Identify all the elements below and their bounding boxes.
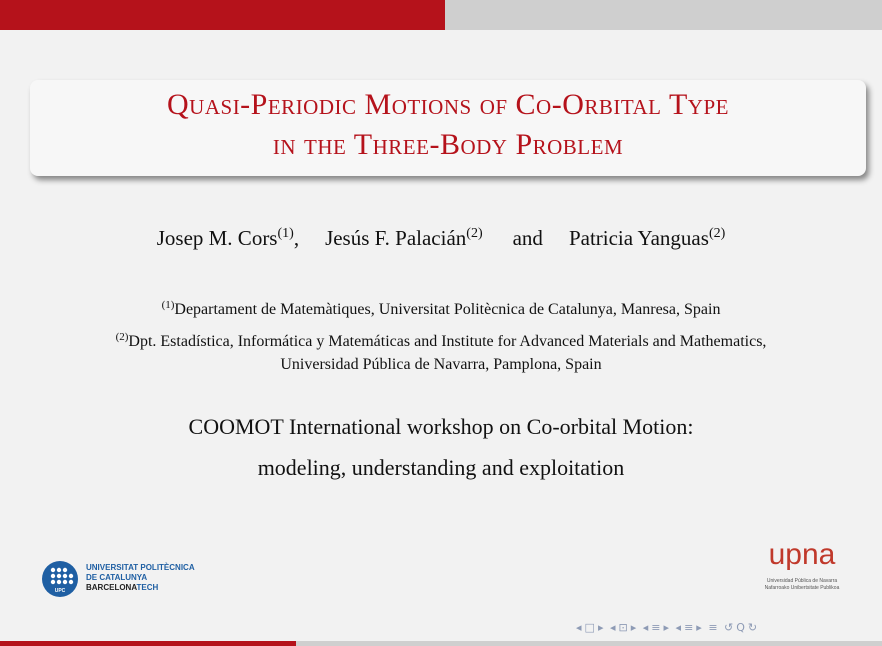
upna-sub-line1: Universidad Pública de Navarra (766, 578, 838, 584)
header-bar (0, 0, 882, 30)
author-palacian: Jesús F. Palacián (325, 226, 467, 250)
upna-logo: upna (768, 538, 836, 571)
affiliation-1 (0, 299, 882, 319)
author-comma: , (293, 226, 300, 250)
author-cors-mark: (1) (277, 226, 294, 241)
nav-part-icon[interactable]: ≡ (684, 621, 694, 634)
affiliation-2-mark: (2) (115, 331, 129, 343)
nav-next-subsection-icon[interactable]: ▸ (630, 621, 637, 634)
affiliation-1-mark: (1) (161, 299, 175, 311)
header-bar-gray (445, 0, 882, 30)
footer-bar (0, 641, 882, 646)
nav-prev-section-icon[interactable]: ◂ (642, 621, 649, 634)
title-box (30, 80, 866, 176)
upc-logo-badge: UPC (54, 588, 66, 594)
author-conjunction: and (512, 226, 543, 250)
nav-next-frame-icon[interactable]: ▸ (597, 621, 604, 634)
author-yanguas-mark: (2) (708, 226, 726, 241)
nav-search-icon[interactable]: Q (736, 621, 745, 634)
footer-bar-gray (296, 641, 882, 646)
workshop-line-2: modeling, understanding and exploitation (257, 455, 625, 480)
upna-sub-line2: Nafarroako Unibertsitate Publikoa (764, 585, 840, 591)
title-line-2: in the Three-Body Problem (272, 128, 624, 161)
nav-prev-part-icon[interactable]: ◂ (675, 621, 682, 634)
beamer-navigation (576, 621, 876, 637)
nav-next-section-icon[interactable]: ▸ (663, 621, 670, 634)
upc-text-line2: DE CATALUNYA (86, 573, 148, 582)
author-palacian-mark: (2) (466, 226, 483, 241)
author-cors: Josep M. Cors (156, 226, 278, 250)
upc-text-line1: UNIVERSITAT POLITÈCNICA (86, 563, 195, 572)
title-line-1: Quasi-Periodic Motions of Co-Orbital Type (167, 88, 729, 121)
nav-prev-subsection-icon[interactable]: ◂ (609, 621, 616, 634)
nav-prev-frame-icon[interactable]: ◂ (576, 621, 582, 634)
upna-logo-subtitle (752, 578, 852, 592)
nav-subsection-icon[interactable]: ⊡ (618, 621, 628, 634)
footer-bar-red (0, 641, 296, 646)
nav-forward-icon[interactable]: ↻ (747, 621, 758, 634)
upc-logo-icon (42, 561, 78, 597)
author-yanguas: Patricia Yanguas (568, 226, 709, 250)
affiliation-2-text-line1: Dpt. Estadística, Informática y Matemáticas and Institute for Advanced Materials and Mathematics, (128, 333, 767, 350)
nav-frame-icon[interactable]: □ (584, 621, 595, 634)
author-line (0, 226, 882, 251)
affiliation-2-line2: Universidad Pública de Navarra, Pamplona, Spain (280, 356, 602, 373)
affiliation-2 (0, 331, 882, 351)
upc-text-line3 (86, 583, 195, 593)
upc-logo-text (86, 563, 195, 593)
upc-text-barcelona: BARCELONA (86, 583, 137, 592)
nav-back-icon[interactable]: ↺ (724, 621, 734, 634)
upc-text-tech: TECH (136, 583, 159, 592)
affiliation-1-text: Departament de Matemàtiques, Universitat Politècnica de Catalunya, Manresa, Spain (174, 301, 721, 318)
nav-section-icon[interactable]: ≡ (651, 621, 661, 634)
nav-outline-icon[interactable]: ≡ (708, 621, 718, 634)
workshop-line-1: COOMOT International workshop on Co-orbital Motion: (188, 414, 694, 439)
nav-next-part-icon[interactable]: ▸ (696, 621, 702, 634)
header-bar-red (0, 0, 445, 30)
